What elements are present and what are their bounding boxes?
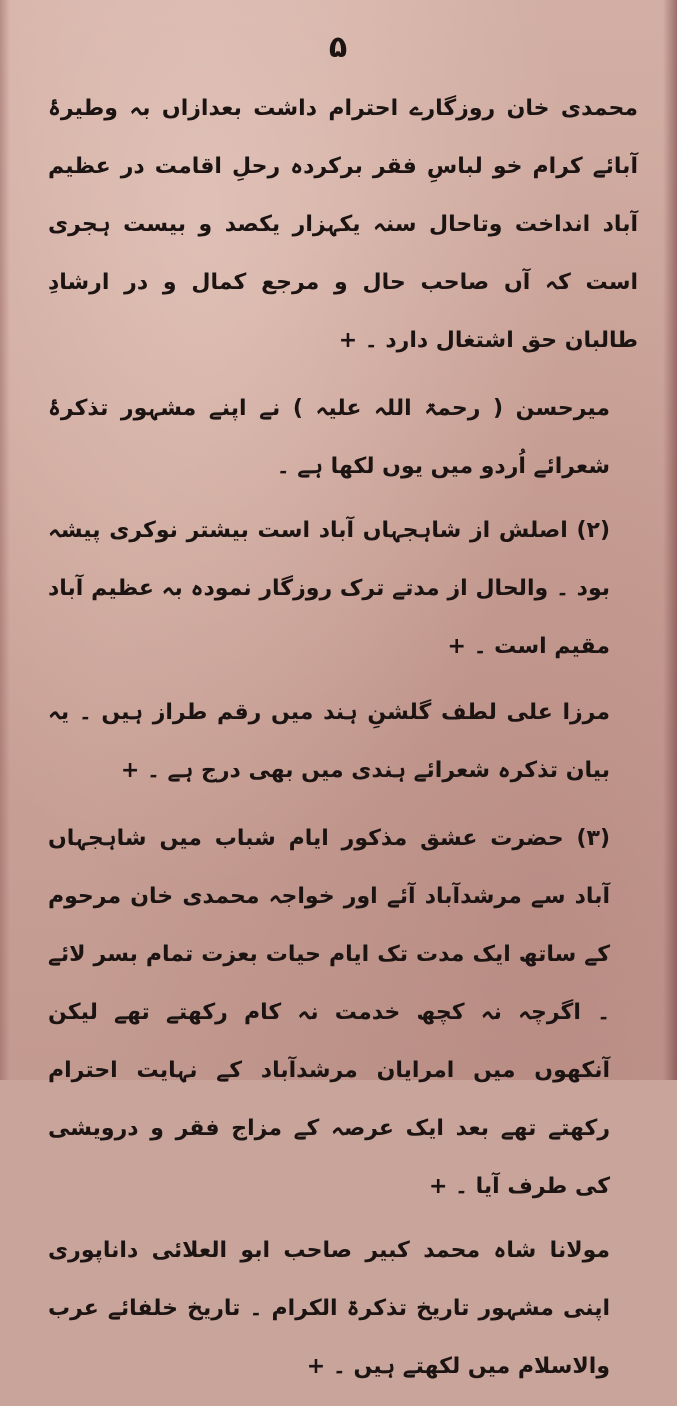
paragraph-1: محمدی خان روزگارے احترام داشت بعدازاں بہ وطیرۂ آبائے کرام خو لباسِ فقر برکردہ رحلِ اقامت در عظیم آباد انداخت وتاحال سنہ یکہزار یکصد و بیست ہجری است کہ آں صاحب حال و مرجع کمال و در ارشادِ طالبان حق اشتغال دارد ۔ + xyxy=(48,96,638,353)
paragraph-3: (۲) اصلش از شاہجہاں آباد است بیشتر نوکری پیشہ بود ۔ والحال از مدتے ترک روزگار نمودہ بہ عظیم آباد مقیم است ۔ + xyxy=(48,518,610,659)
page-edge-shadow-right xyxy=(663,0,677,1080)
paragraph-6: مولانا شاہ محمد کبیر صاحب ابو العلائی داناپوری اپنی مشہور تاریخ تذکرۃ الکرام ۔ تاریخ خلفائے عرب والاسلام میں لکھتے ہیں ۔ + xyxy=(48,1238,610,1379)
paragraph-4: مرزا علی لطف گلشنِ ہند میں رقم طراز ہیں ۔ یہ بیان تذکرہ شعرائے ہندی میں بھی درج ہے ۔ + xyxy=(48,700,610,783)
paragraph-2: میرحسن ( رحمۃ اللہ علیہ ) نے اپنے مشہور تذکرۂ شعرائے اُردو میں یوں لکھا ہے ۔ xyxy=(48,396,610,479)
page-edge-shadow-left xyxy=(0,0,10,1080)
paragraph-5: (۳) حضرت عشق مذکور ایام شباب میں شاہجہاں آباد سے مرشدآباد آئے اور خواجہ محمدی خان مرحوم کے ساتھ ایک مدت تک ایام حیات بعزت تمام بسر لائے ۔ اگرچہ نہ کچھ خدمت نہ کام رکھتے تھے لیکن آنکھوں میں امرایان مرشدآباد کے نہایت احترام رکھتے تھے بعد ایک عرصہ کے مزاج فقر و درویشی کی طرف آیا ۔ + xyxy=(48,826,610,1199)
page-body-text xyxy=(48,80,638,1406)
page-number: ۵ xyxy=(328,30,348,65)
